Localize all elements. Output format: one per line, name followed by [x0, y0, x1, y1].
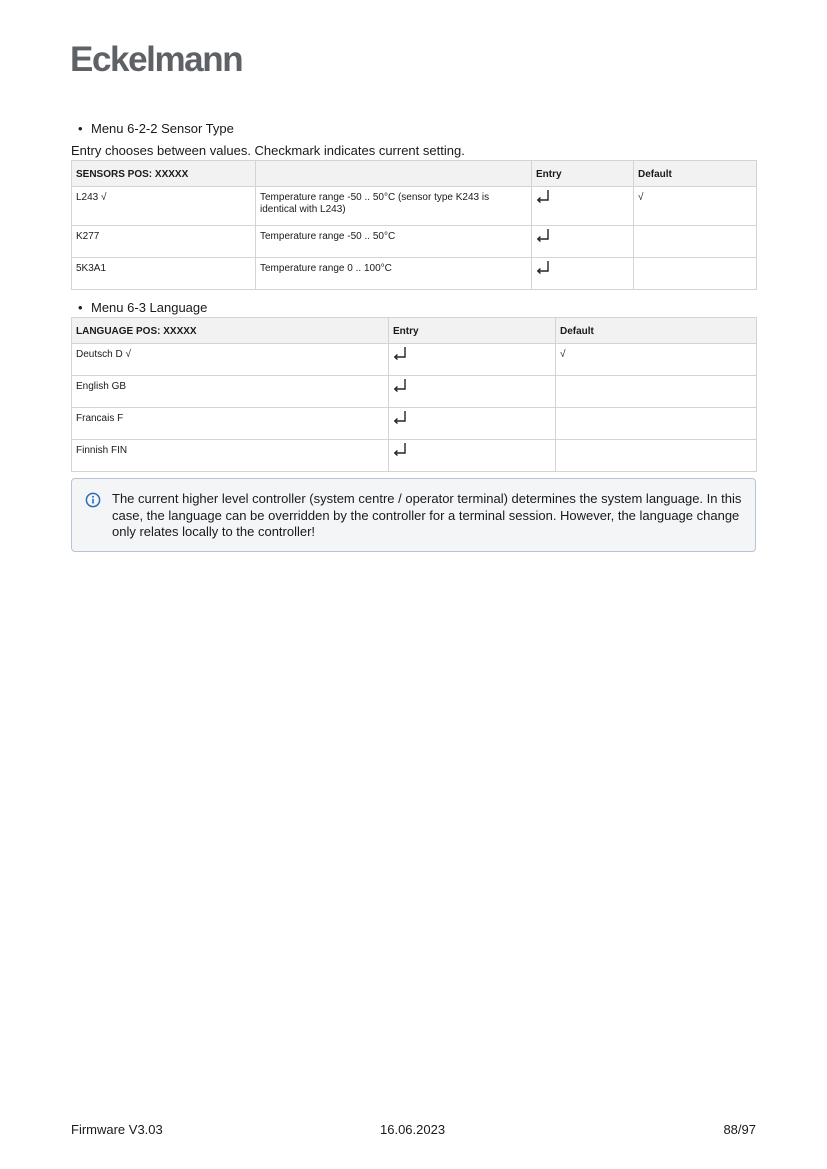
default-cell	[634, 258, 757, 290]
footer-firmware: Firmware V3.03	[71, 1122, 163, 1137]
footer-date: 16.06.2023	[380, 1122, 446, 1137]
language-name: Finnish FIN	[72, 440, 389, 472]
column-header: LANGUAGE POS: XXXXX	[72, 318, 389, 344]
enter-icon[interactable]	[393, 410, 407, 424]
entry-cell[interactable]	[389, 440, 556, 472]
entry-cell[interactable]	[532, 187, 634, 226]
enter-icon[interactable]	[393, 346, 407, 360]
column-header: Default	[556, 318, 757, 344]
language-name: Francais F	[72, 408, 389, 440]
info-icon	[85, 492, 101, 508]
table-row	[72, 187, 757, 226]
sensor-name: L243 √	[72, 187, 256, 226]
column-header: Entry	[389, 318, 556, 344]
enter-icon[interactable]	[536, 189, 550, 203]
language-table	[71, 317, 757, 472]
company-logo: Eckelmann	[70, 40, 243, 79]
table-row	[72, 344, 757, 376]
default-cell	[556, 408, 757, 440]
language-name: English GB	[72, 376, 389, 408]
language-section-heading	[78, 300, 207, 315]
sensor-description: Temperature range -50 .. 50°C	[256, 226, 532, 258]
sensor-description: Temperature range -50 .. 50°C (sensor type K243 is identical with L243)	[256, 187, 532, 226]
bullet-dot: •	[78, 121, 83, 136]
column-header: Entry	[532, 161, 634, 187]
entry-cell[interactable]	[532, 258, 634, 290]
table-header-row	[72, 318, 757, 344]
sensor-type-table	[71, 160, 757, 290]
table-row	[72, 258, 757, 290]
sensor-section-heading	[78, 121, 234, 136]
info-note	[71, 478, 756, 552]
sensor-name: 5K3A1	[72, 258, 256, 290]
default-cell	[634, 226, 757, 258]
note-text: The current higher level controller (system centre / operator terminal) determines the system language. In this case, the language can be overridden by the controller for a terminal session. However, the language change only relates locally to the controller!	[112, 491, 742, 539]
sensor-heading-text: Menu 6-2-2 Sensor Type	[91, 121, 234, 136]
enter-icon[interactable]	[393, 378, 407, 392]
table-row	[72, 226, 757, 258]
default-cell	[556, 376, 757, 408]
bullet-dot: •	[78, 300, 83, 315]
entry-cell[interactable]	[389, 376, 556, 408]
default-cell: √	[556, 344, 757, 376]
column-header: Default	[634, 161, 757, 187]
entry-cell[interactable]	[389, 408, 556, 440]
enter-icon[interactable]	[536, 228, 550, 242]
enter-icon[interactable]	[393, 442, 407, 456]
footer-page-number: 88/97	[723, 1122, 756, 1137]
sensor-description: Temperature range 0 .. 100°C	[256, 258, 532, 290]
table-row	[72, 440, 757, 472]
default-cell	[556, 440, 757, 472]
column-header: SENSORS POS: XXXXX	[72, 161, 256, 187]
column-header	[256, 161, 532, 187]
default-cell: √	[634, 187, 757, 226]
table-row	[72, 376, 757, 408]
language-name: Deutsch D √	[72, 344, 389, 376]
sensor-intro-text: Entry chooses between values. Checkmark indicates current setting.	[71, 143, 465, 158]
language-heading-text: Menu 6-3 Language	[91, 300, 208, 315]
table-row	[72, 408, 757, 440]
entry-cell[interactable]	[532, 226, 634, 258]
entry-cell[interactable]	[389, 344, 556, 376]
table-header-row	[72, 161, 757, 187]
enter-icon[interactable]	[536, 260, 550, 274]
sensor-name: K277	[72, 226, 256, 258]
